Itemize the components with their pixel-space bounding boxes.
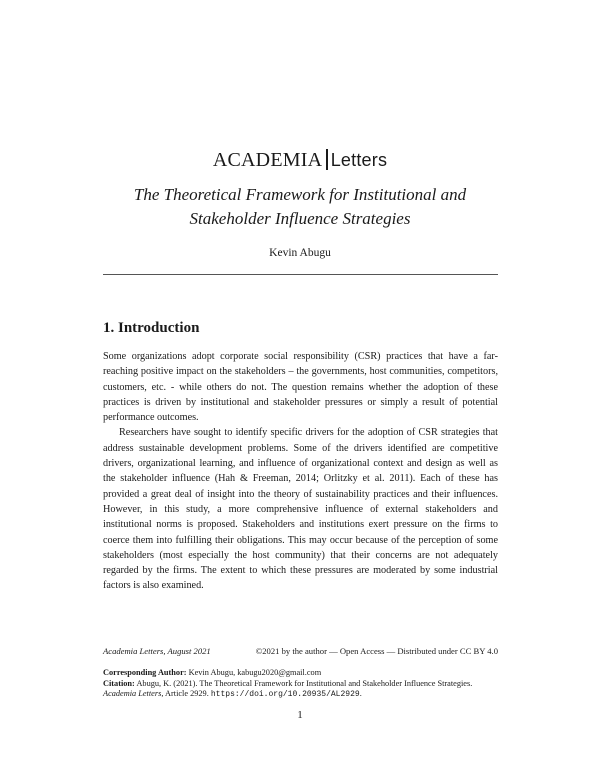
- section-body: [103, 349, 498, 594]
- corr-label: Corresponding Author:: [103, 668, 187, 677]
- brand-divider: [326, 149, 328, 170]
- paragraph-1: Some organizations adopt corporate social responsibility (CSR) practices that have a far-reaching positive impact on the stakeholders – the governments, host communities, competitors, customers, etc. - while others do not. The question remains whether the adoption of these practices is driven by institutional and stakeholder pressures or simply a result of potential performance outcomes.: [103, 351, 498, 424]
- citation-line-2: [103, 689, 503, 701]
- author-name: Kevin Abugu: [269, 247, 331, 259]
- journal-date: Academia Letters, August 2021: [103, 646, 211, 656]
- title-divider: [103, 274, 498, 275]
- corresponding-author: [103, 668, 503, 679]
- citation-value: Abugu, K. (2021). The Theoretical Framework for Institutional and Stakeholder Influence Strategies.: [136, 678, 473, 688]
- title-line-2: Stakeholder Influence Strategies: [189, 209, 411, 228]
- page-number: 1: [297, 709, 303, 721]
- section-heading: 1. Introduction: [103, 320, 200, 336]
- correspondence-block: [103, 668, 503, 701]
- citation-article: , Article 2929.: [161, 689, 209, 698]
- academia-letters-logo: [0, 148, 600, 172]
- citation-label: Citation:: [103, 678, 135, 688]
- paper-title: [60, 183, 540, 231]
- citation-doi-link[interactable]: https://doi.org/10.20935/AL2929: [210, 690, 360, 699]
- license-notice: ©2021 by the author — Open Access — Distributed under CC BY 4.0: [255, 646, 498, 656]
- citation-journal: Academia Letters: [103, 689, 162, 698]
- citation: [103, 679, 503, 690]
- citation-end: .: [359, 689, 362, 698]
- title-line-1: The Theoretical Framework for Institutional and: [133, 185, 467, 204]
- paragraph-2: Researchers have sought to identify specific drivers for the adoption of CSR strategies that address sustainable development problems. Some of the drivers identified are competitive drivers, organizational learning, and influence of organizational context and design as well as the stakeholder influence (Hah & Freeman, 2014; Orlitzky et al. 2011). Each of these has provided a great deal of insight into the theory of sustainability practices and their influences. However, in this study, a more comprehensive influence of external stakeholders and institutional norms is proposed. Stakeholders and institutions exert pressure on the firms to coerce them into fulfilling their obligations. This may occur because of the perception of some stakeholders (most especially the host community) that their concerns are not adequately regarded by the firms. The extent to which these pressures are moderated by some industrial factors is also examined.: [103, 427, 498, 592]
- brand-academia: ACADEMIA: [212, 149, 323, 171]
- corr-value[interactable]: Kevin Abugu, kabugu2020@gmail.com: [188, 668, 322, 677]
- brand-letters: Letters: [330, 150, 388, 170]
